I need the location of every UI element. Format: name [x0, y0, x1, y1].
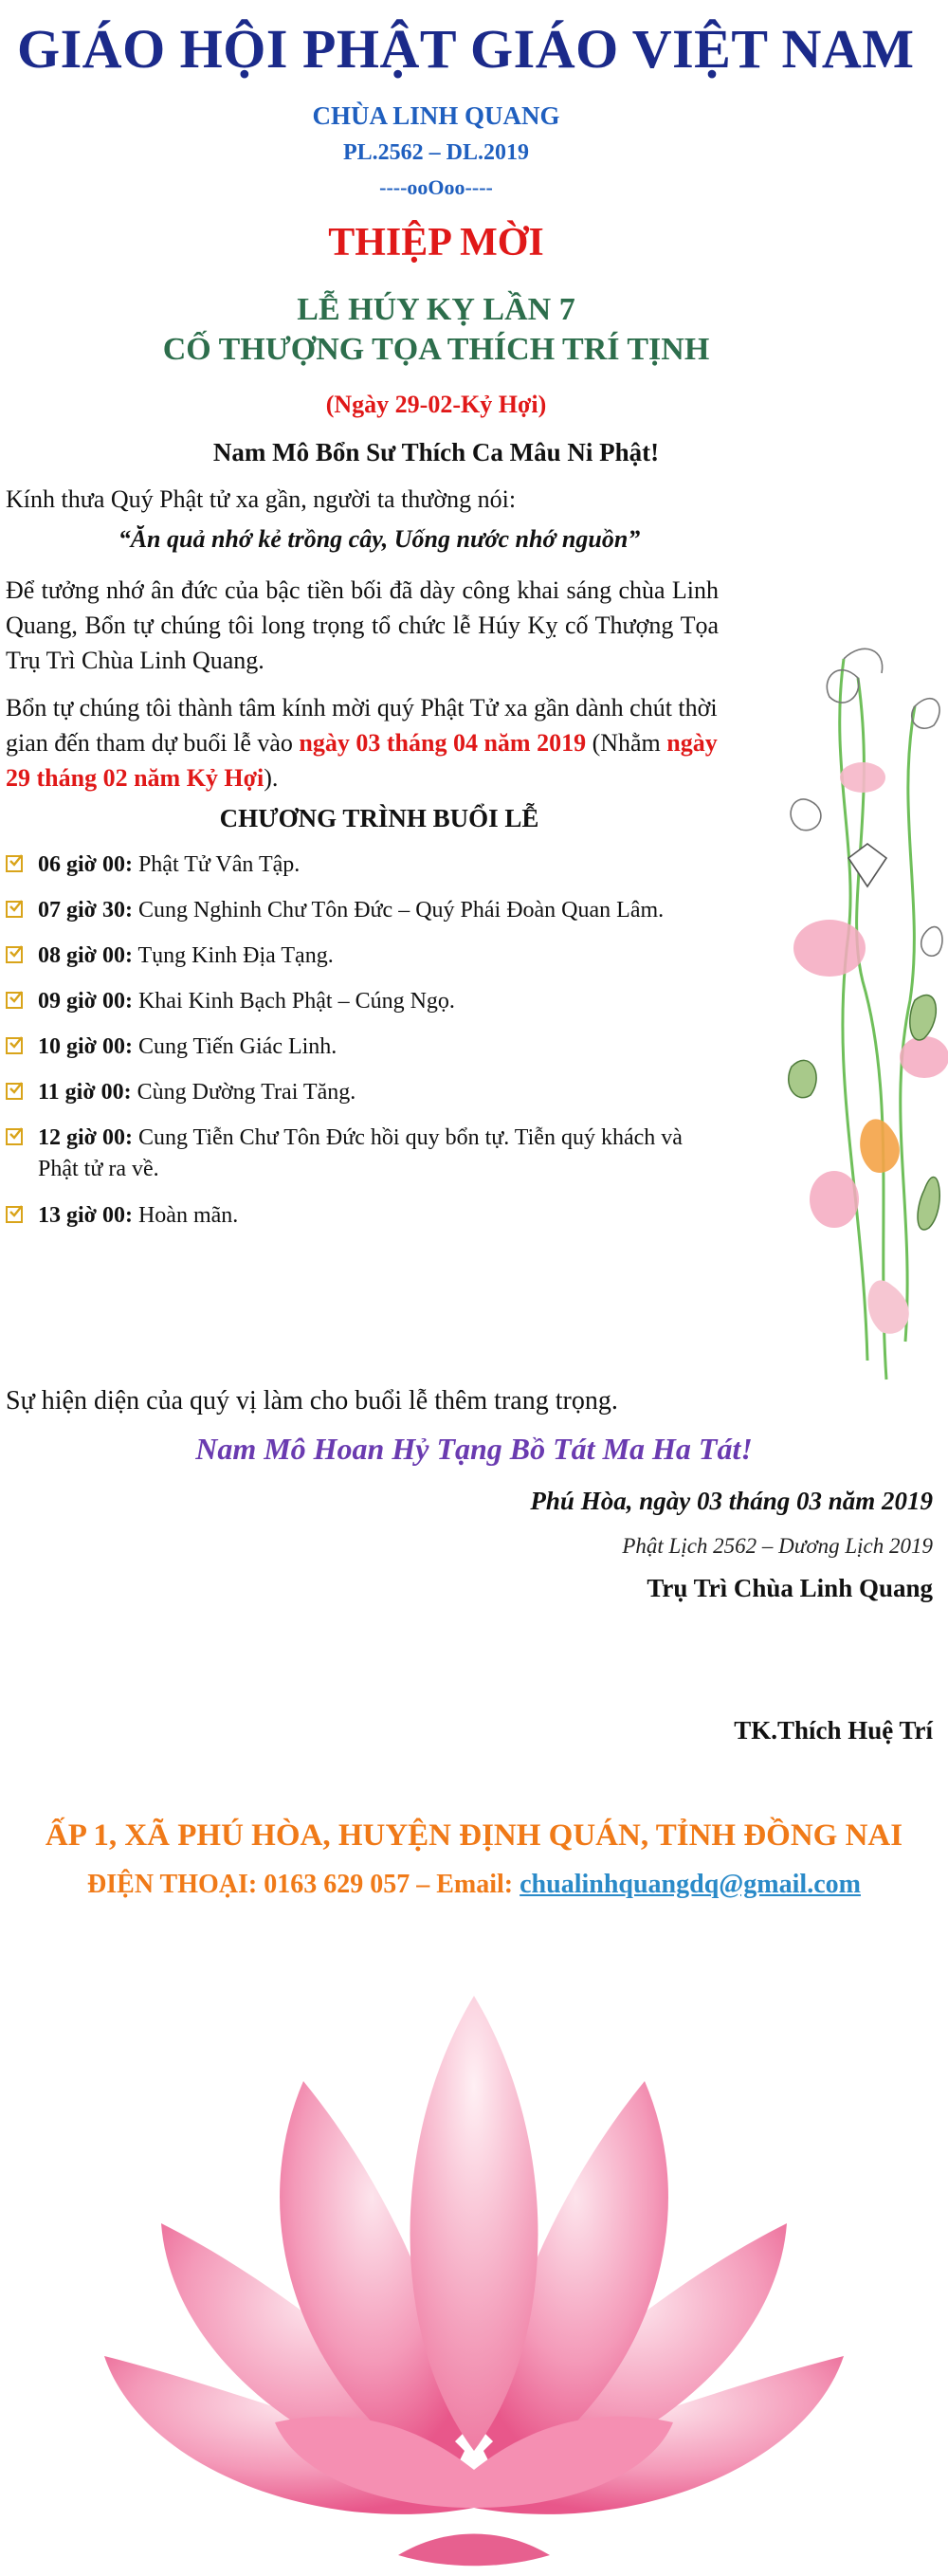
schedule-time: 11 giờ 00: — [38, 1080, 132, 1105]
invitation-text-a: Bổn tự chúng tôi thành tâm kính mời quý Phật Tử xa gần dành chút thời gian đến tham dự buổi lễ vào — [6, 694, 718, 757]
era-line: PL.2562 – DL.2019 — [342, 140, 529, 165]
checked-box-icon — [6, 1128, 23, 1145]
schedule-time: 12 giờ 00: — [38, 1125, 133, 1150]
schedule-list — [6, 850, 726, 1246]
schedule-item — [6, 850, 726, 880]
checked-box-icon — [6, 901, 23, 918]
lotus-flower-icon — [85, 1977, 863, 2576]
schedule-item — [6, 1032, 726, 1062]
checked-box-icon — [6, 992, 23, 1009]
schedule-item — [6, 1200, 726, 1231]
presence-text: Sự hiện diện của quý vị làm cho buổi lễ thêm trang trọng. — [6, 1386, 618, 1416]
event-lunar-date: ngày 29 tháng 02 năm Kỷ Hợi — [6, 729, 718, 792]
contact-line — [0, 1870, 948, 1900]
schedule-activity: Cùng Dường Trai Tăng. — [131, 1080, 356, 1105]
checked-box-icon — [6, 1083, 23, 1100]
schedule-activity: Hoàn mãn. — [132, 1203, 239, 1228]
checked-box-icon — [6, 855, 23, 872]
ceremony-title-line2: CỐ THƯỢNG TỌA THÍCH TRÍ TỊNH — [162, 332, 710, 367]
address: ẤP 1, XÃ PHÚ HÒA, HUYỆN ĐỊNH QUÁN, TỈNH ĐỒNG NAI — [45, 1818, 903, 1853]
ceremony-title-line1: LỄ HÚY KỴ LẦN 7 — [297, 292, 575, 327]
schedule-activity: Cung Nghinh Chư Tôn Đức – Quý Phái Đoàn Quan Lâm. — [132, 898, 665, 923]
abbot-title: Trụ Trì Chùa Linh Quang — [647, 1574, 933, 1602]
temple-name: CHÙA LINH QUANG — [312, 101, 560, 130]
abbot-name: TK.Thích Huệ Trí — [734, 1716, 933, 1745]
phone-label: ĐIỆN THOẠI: 0163 629 057 – Email: — [87, 1870, 520, 1899]
schedule-item — [6, 1123, 726, 1185]
invitation-text-c: ). — [264, 764, 279, 792]
schedule-item — [6, 1077, 726, 1107]
place-date: Phú Hòa, ngày 03 tháng 03 năm 2019 — [530, 1487, 933, 1515]
email-link[interactable]: chualinhquangdq@gmail.com — [520, 1870, 861, 1899]
floral-branch-icon — [773, 621, 948, 1384]
greeting-text: Kính thưa Quý Phật tử xa gần, người ta thường nói: — [6, 485, 517, 513]
lunar-date: (Ngày 29-02-Kỷ Hợi) — [325, 391, 547, 418]
homage-line: Nam Mô Bổn Sư Thích Ca Mâu Ni Phật! — [212, 438, 660, 466]
checked-box-icon — [6, 1037, 23, 1054]
schedule-time: 13 giờ 00: — [38, 1203, 133, 1228]
proverb-quote: “Ăn quả nhớ kẻ trồng cây, Uống nước nhớ nguồn” — [118, 525, 641, 553]
organization-title: GIÁO HỘI PHẬT GIÁO VIỆT NAM — [17, 18, 915, 80]
schedule-time: 08 giờ 00: — [38, 943, 133, 968]
invitation-paragraph — [6, 690, 719, 795]
schedule-item — [6, 986, 726, 1016]
schedule-activity: Khai Kinh Bạch Phật – Cúng Ngọ. — [132, 989, 455, 1014]
schedule-time: 07 giờ 30: — [38, 898, 133, 923]
schedule-activity: Tụng Kinh Địa Tạng. — [132, 943, 334, 968]
checked-box-icon — [6, 946, 23, 963]
schedule-time: 10 giờ 00: — [38, 1034, 133, 1059]
schedule-activity: Phật Tử Vân Tập. — [132, 852, 301, 877]
blessing-text: Nam Mô Hoan Hỷ Tạng Bồ Tát Ma Ha Tát! — [195, 1432, 753, 1466]
invitation-title: THIỆP MỜI — [328, 221, 544, 265]
ornament-divider: ----ooOoo---- — [379, 175, 493, 199]
schedule-activity: Cung Tiễn Chư Tôn Đức hồi quy bổn tự. Tiễn quý khách và Phật tử ra về. — [38, 1125, 683, 1181]
schedule-activity: Cung Tiến Giác Linh. — [132, 1034, 337, 1059]
schedule-item — [6, 941, 726, 971]
schedule-time: 09 giờ 00: — [38, 989, 133, 1014]
intro-paragraph: Để tưởng nhớ ân đức của bậc tiền bối đã dày công khai sáng chùa Linh Quang, Bổn tự chúng tôi long trọng tổ chức lễ Húy Kỵ cố Thượng Tọa Trụ Trì Chùa Linh Quang. — [6, 576, 719, 674]
event-date: ngày 03 tháng 04 năm 2019 — [299, 729, 587, 757]
calendar-line: Phật Lịch 2562 – Dương Lịch 2019 — [622, 1534, 933, 1558]
invitation-text-b: (Nhằm — [586, 729, 667, 757]
schedule-item — [6, 895, 726, 925]
checked-box-icon — [6, 1206, 23, 1223]
schedule-time: 06 giờ 00: — [38, 852, 133, 877]
program-title: CHƯƠNG TRÌNH BUỔI LỄ — [219, 804, 539, 832]
